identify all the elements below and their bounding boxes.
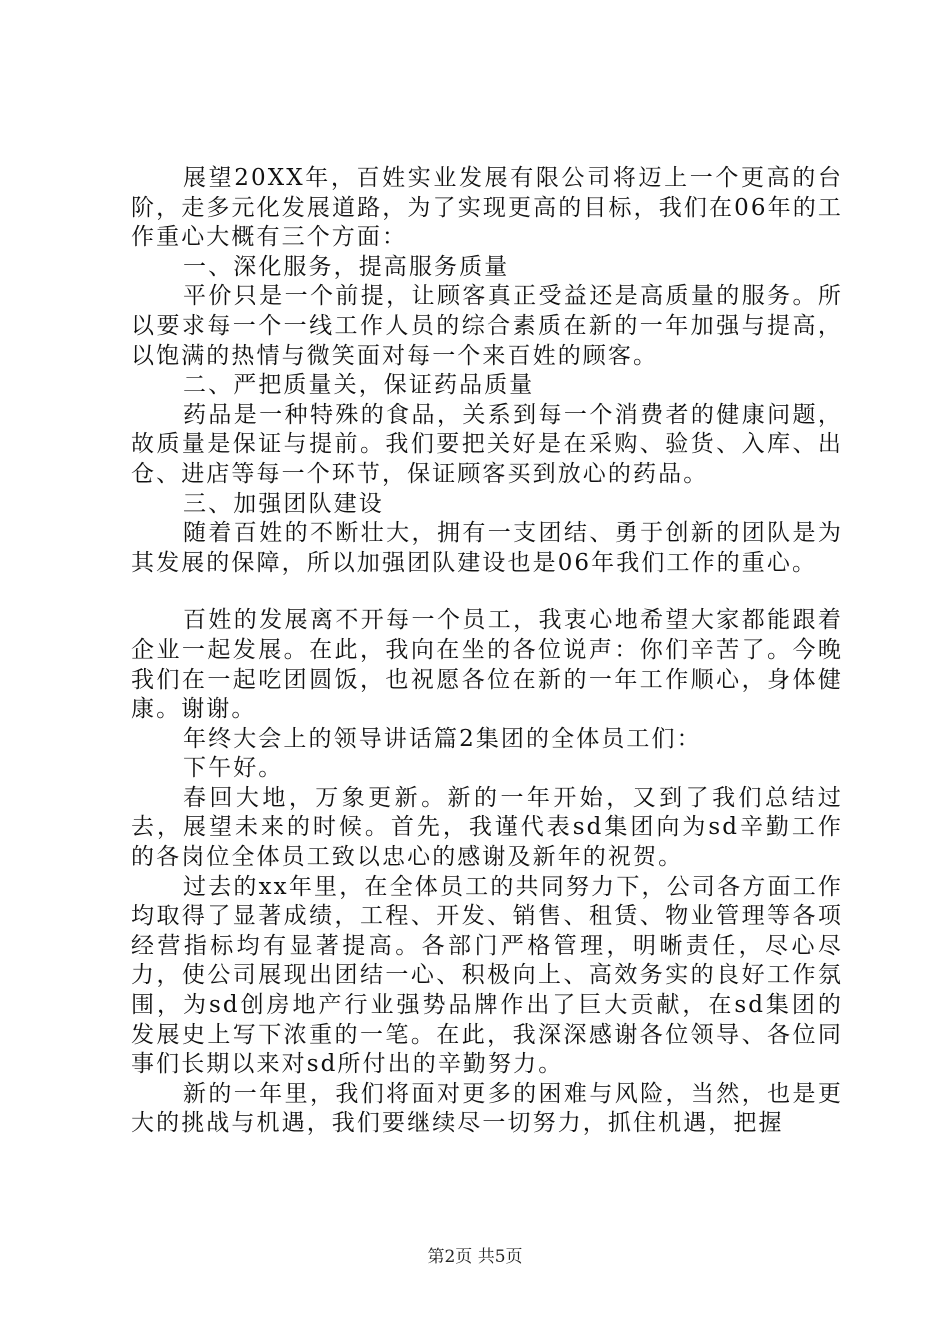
page-number: 第2页 共5页: [427, 1247, 523, 1267]
document-body: [131, 164, 843, 1139]
paragraph-thanks: 百姓的发展离不开每一个员工，我衷心地希望大家都能跟着企业一起发展。在此，我向在坐的各位说声：你们辛苦了。今晚我们在一起吃团圆饭，也祝愿各位在新的一年工作顺心，身体健康。谢谢。: [131, 607, 843, 723]
paragraph-quality: 药品是一种特殊的食品，关系到每一个消费者的健康问题，故质量是保证与提前。我们要把关好是在采购、验货、入库、出仓、进店等每一个环节，保证顾客买到放心的药品。: [131, 401, 843, 487]
speech-two-heading: 年终大会上的领导讲话篇2集团的全体员工们：: [183, 725, 702, 752]
heading-point-two: 二、严把质量关，保证药品质量: [183, 372, 535, 399]
paragraph-challenges: 新的一年里，我们将面对更多的困难与风险，当然，也是更大的挑战与机遇，我们要继续尽一切努力，抓住机遇，把握: [131, 1080, 843, 1137]
heading-point-one: 一、深化服务，提高服务质量: [183, 253, 510, 280]
paragraph-past-year: 过去的xx年里，在全体员工的共同努力下，公司各方面工作均取得了显著成绩，工程、开发、销售、租赁、物业管理等各项经营指标均有显著提高。各部门严格管理，明晰责任，尽心尽力，使公司展现出团结一心、积极向上、高效务实的良好工作氛围，为sd创房地产行业强势品牌作出了巨大贡献，在sd集团的发展史上写下浓重的一笔。在此，我深深感谢各位领导、各位同事们长期以来对sd所付出的辛勤努力。: [131, 873, 843, 1078]
paragraph-team: 随着百姓的不断壮大，拥有一支团结、勇于创新的团队是为其发展的保障，所以加强团队建设也是06年我们工作的重心。: [131, 520, 843, 576]
greeting: 下午好。: [183, 755, 284, 782]
paragraph-service: 平价只是一个前提，让顾客真正受益还是高质量的服务。所以要求每一个一线工作人员的综合素质在新的一年加强与提高，以饱满的热情与微笑面对每一个来百姓的顾客。: [131, 283, 843, 369]
heading-point-three: 三、加强团队建设: [183, 490, 384, 517]
paragraph-new-year: 春回大地，万象更新。新的一年开始，又到了我们总结过去，展望未来的时候。首先，我谨代表sd集团向为sd辛勤工作的各岗位全体员工致以忠心的感谢及新年的祝贺。: [131, 784, 843, 871]
paragraph-outlook: 展望20XX年，百姓实业发展有限公司将迈上一个更高的台阶，走多元化发展道路，为了实现更高的目标，我们在06年的工作重心大概有三个方面：: [131, 165, 843, 251]
paragraph-gap: [131, 578, 843, 606]
